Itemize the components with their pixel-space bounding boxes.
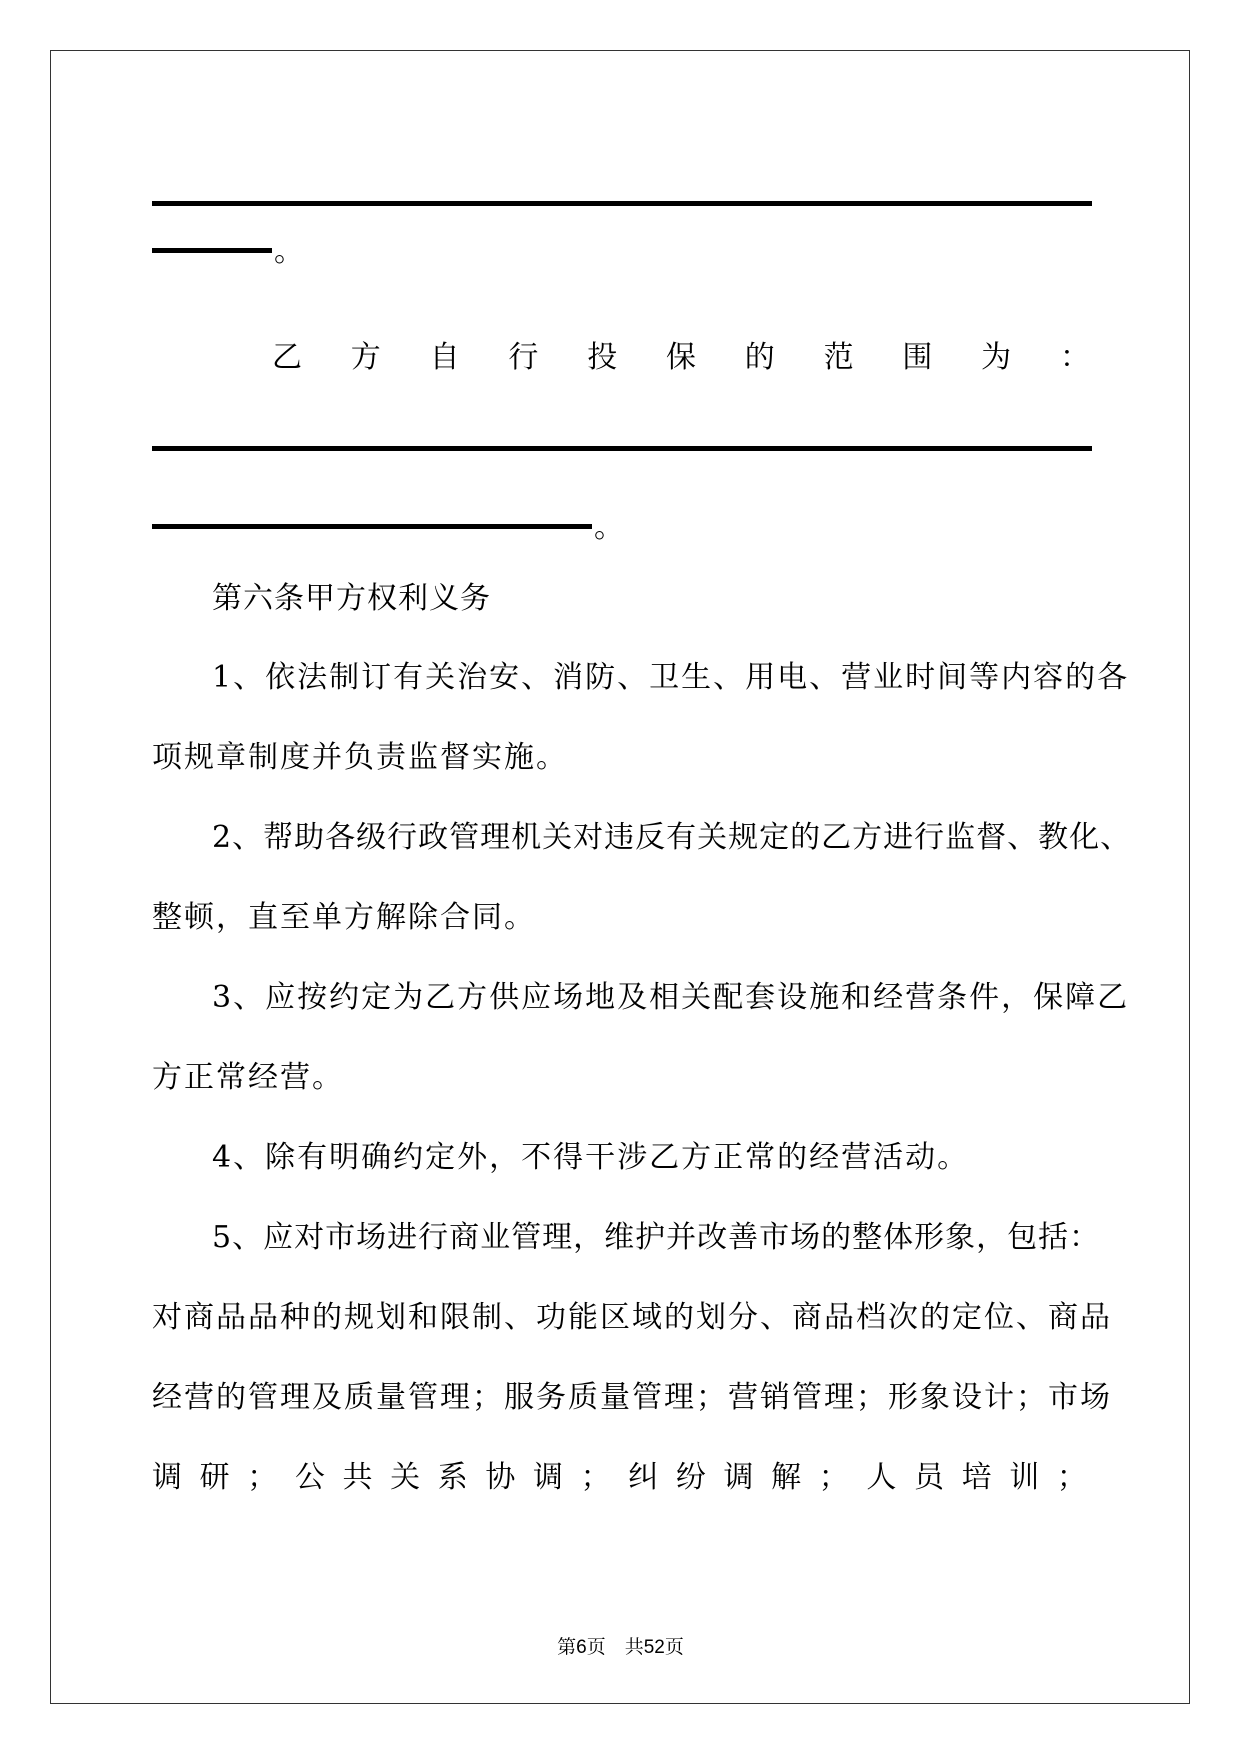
article-heading: 第六条甲方权利义务 <box>212 581 491 616</box>
footer-mid: 页 共 <box>586 1637 644 1658</box>
item-5-line-4-char: ； <box>818 1460 849 1495</box>
item-2-line-1: 2、帮助各级行政管理机关对违反有关规定的乙方进行监督、教化、 <box>212 820 1132 855</box>
insurance-scope-char: 方 <box>350 340 381 375</box>
insurance-scope-char: 乙 <box>272 340 302 375</box>
item-5-line-4-char: 研 <box>199 1460 230 1495</box>
blank-line <box>152 446 1092 451</box>
item-5-line-4-char: 解 <box>771 1460 802 1495</box>
period: 。 <box>594 510 624 545</box>
item-5-line-4-char: 训 <box>1009 1460 1040 1495</box>
item-5-line-2: 对商品品种的规划和限制、功能区域的划分、商品档次的定位、商品 <box>152 1300 1112 1335</box>
insurance-scope-char: 的 <box>744 340 775 375</box>
item-5-line-4-char: 关 <box>390 1460 421 1495</box>
footer-prefix: 第 <box>557 1637 577 1658</box>
item-5-line-4-char: ； <box>580 1460 611 1495</box>
item-1-line-1: 1、依法制订有关治安、消防、卫生、用电、营业时间等内容的各 <box>212 660 1130 695</box>
insurance-scope-char: 为 <box>981 340 1012 375</box>
item-1-line-2: 项规章制度并负责监督实施。 <box>152 740 568 775</box>
item-5-line-4-char: 协 <box>485 1460 516 1495</box>
page-footer <box>0 1632 1241 1659</box>
insurance-scope-char: 范 <box>823 340 854 375</box>
item-5-line-4-char: 纠 <box>628 1460 659 1495</box>
item-5-line-4-char: 培 <box>961 1460 992 1495</box>
item-5-line-4-char: 纷 <box>675 1460 706 1495</box>
insurance-scope-char: 围 <box>902 340 933 375</box>
blank-line <box>152 524 592 529</box>
item-5-line-4-char: 人 <box>866 1460 897 1495</box>
insurance-scope-char: 自 <box>429 340 460 375</box>
period: 。 <box>274 234 304 269</box>
total-page-count: 52 <box>643 1637 665 1658</box>
item-5-line-4-char: 公 <box>294 1460 325 1495</box>
item-5-line-4-char: 员 <box>914 1460 944 1495</box>
item-5-line-4-char: 系 <box>437 1460 468 1495</box>
insurance-scope-char: ： <box>1059 340 1090 375</box>
item-5-line-4-char: ； <box>1056 1460 1087 1495</box>
current-page-number: 6 <box>576 1637 587 1658</box>
item-5-line-4-char: 共 <box>342 1460 373 1495</box>
footer-suffix: 页 <box>664 1637 684 1658</box>
item-5-line-4-char: 调 <box>723 1460 754 1495</box>
item-5-line-4-char: ； <box>247 1460 278 1495</box>
item-5-line-4-char: 调 <box>152 1460 182 1495</box>
insurance-scope-char: 投 <box>587 340 618 375</box>
insurance-scope-char: 保 <box>665 340 696 375</box>
item-2-line-2: 整顿，直至单方解除合同。 <box>152 900 536 935</box>
insurance-scope-char: 行 <box>508 340 539 375</box>
item-4-line-1: 4、除有明确约定外，不得干涉乙方正常的经营活动。 <box>212 1140 970 1175</box>
item-3-line-2: 方正常经营。 <box>152 1060 344 1095</box>
item-5-line-4 <box>152 1458 1087 1498</box>
item-5-line-4-char: 调 <box>533 1460 563 1495</box>
blank-line <box>152 201 1092 206</box>
item-5-line-1: 5、应对市场进行商业管理，维护并改善市场的整体形象，包括： <box>212 1220 1101 1255</box>
insurance-scope-line <box>272 338 1090 378</box>
blank-line <box>152 248 272 253</box>
item-3-line-1: 3、应按约定为乙方供应场地及相关配套设施和经营条件，保障乙 <box>212 980 1130 1015</box>
item-5-line-3: 经营的管理及质量管理；服务质量管理；营销管理；形象设计；市场 <box>152 1380 1112 1415</box>
page-border <box>50 50 1190 1704</box>
